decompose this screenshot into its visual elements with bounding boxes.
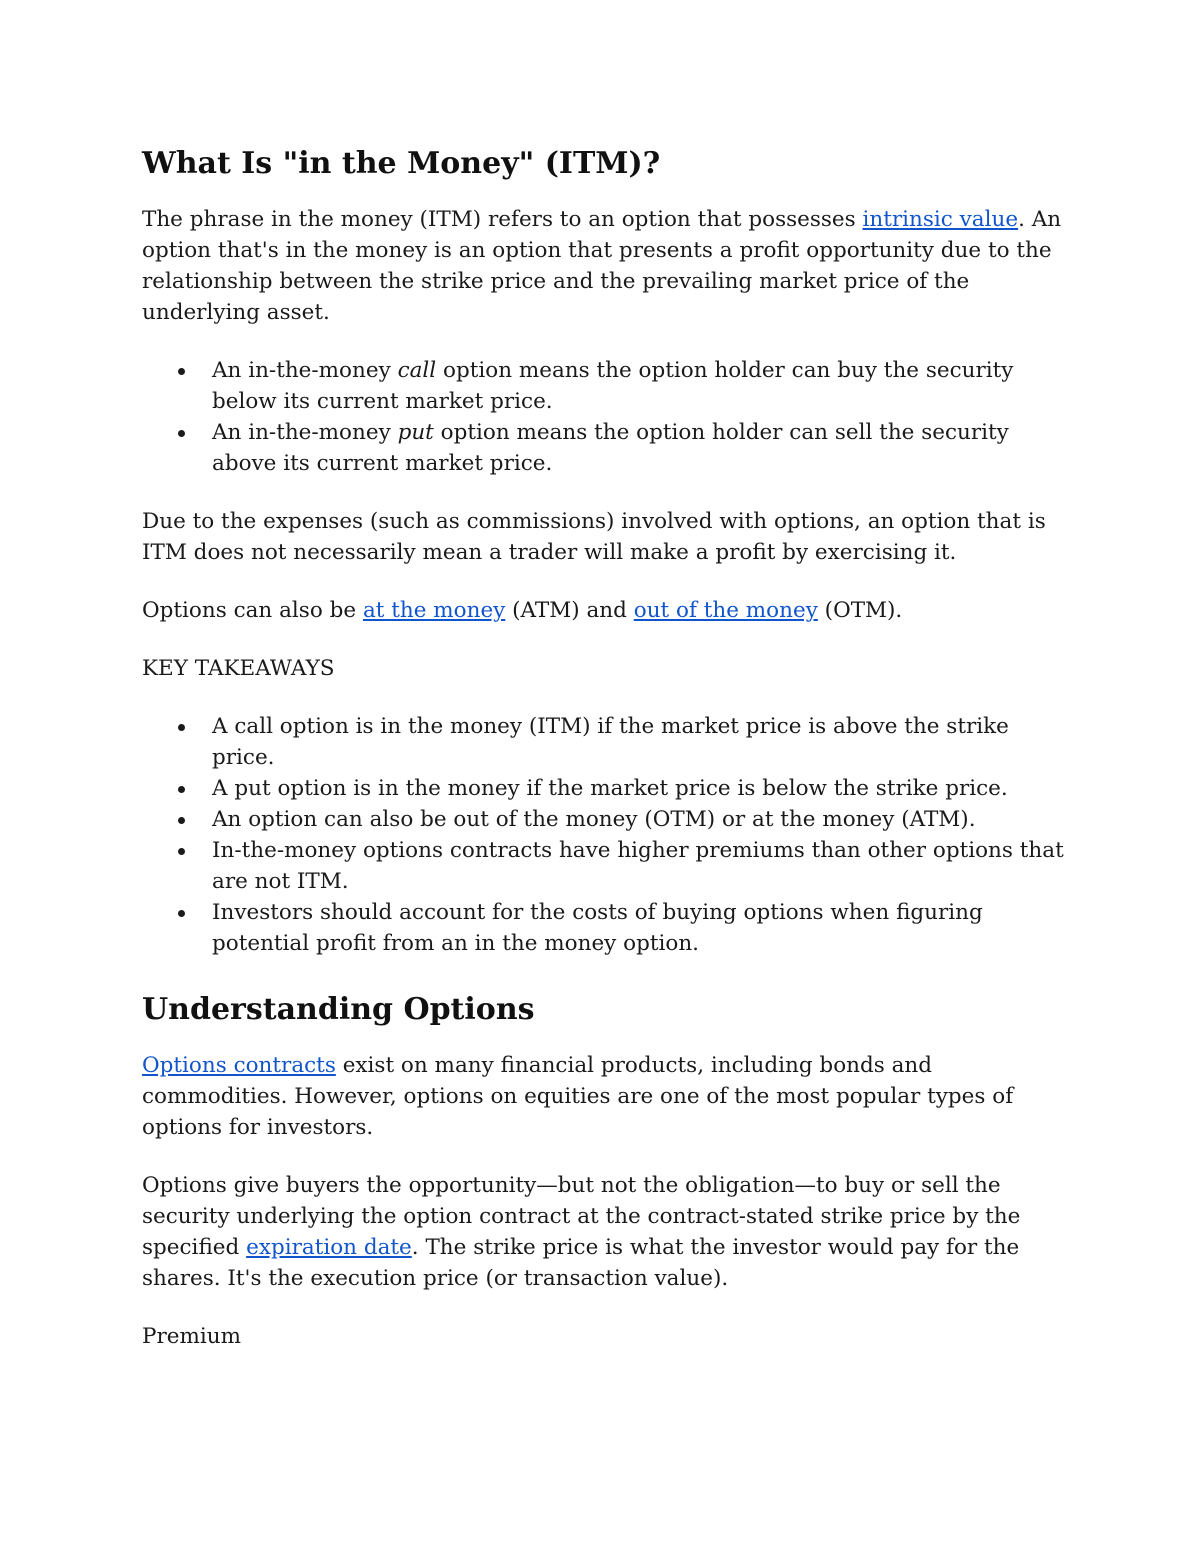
contracts-paragraph bbox=[142, 1050, 1072, 1143]
list-item-emphasis: call bbox=[397, 358, 437, 383]
list-item: A call option is in the money (ITM) if the market price is above the strike price. bbox=[212, 711, 1072, 773]
list-item bbox=[212, 417, 1072, 479]
list-item-text: An in-the-money bbox=[212, 358, 398, 383]
list-item-text: option means the option holder can sell the security above its current market price. bbox=[212, 420, 1009, 476]
options-contracts-link[interactable]: Options contracts bbox=[142, 1053, 336, 1078]
list-item: A put option is in the money if the market price is below the strike price. bbox=[212, 773, 1072, 804]
list-item-text: option means the option holder can buy the security below its current market price. bbox=[212, 358, 1014, 414]
buyers-text: Options give buyers the opportunity—but not the obligation—to buy or sell the security underlying the option contract at the contract-stated strike price by the specified bbox=[142, 1173, 1021, 1260]
also-text: (ATM) and bbox=[505, 598, 634, 623]
section-heading: Understanding Options bbox=[142, 992, 535, 1027]
intrinsic-value-link[interactable]: intrinsic value bbox=[862, 207, 1019, 232]
call-put-list bbox=[142, 355, 1072, 479]
at-the-money-link[interactable]: at the money bbox=[362, 598, 506, 623]
list-item bbox=[212, 355, 1072, 417]
also-text: Options can also be bbox=[142, 598, 363, 623]
also-paragraph bbox=[142, 595, 1072, 626]
expenses-paragraph: Due to the expenses (such as commissions) involved with options, an option that is ITM does not necessarily mean a trader will make a profit by exercising it. bbox=[142, 509, 1046, 565]
list-item-emphasis: put bbox=[397, 420, 434, 445]
expiration-date-link[interactable]: expiration date bbox=[246, 1235, 412, 1260]
list-item: In-the-money options contracts have higher premiums than other options that are not ITM. bbox=[212, 835, 1072, 897]
list-item: Investors should account for the costs of buying options when figuring potential profit from an in the money option. bbox=[212, 897, 1072, 959]
key-takeaways-label: KEY TAKEAWAYS bbox=[142, 656, 335, 681]
document-page bbox=[142, 140, 1072, 1379]
premium-label: Premium bbox=[142, 1324, 241, 1349]
buyers-text: . The strike price is what the investor would pay for the shares. It's the execution price (or transaction value). bbox=[142, 1235, 1020, 1291]
also-text: (OTM). bbox=[817, 598, 903, 623]
page-title: What Is "in the Money" (ITM)? bbox=[142, 146, 661, 181]
takeaways-list bbox=[142, 711, 1072, 959]
intro-paragraph bbox=[142, 204, 1072, 328]
intro-text: The phrase in the money (ITM) refers to an option that possesses bbox=[142, 207, 863, 232]
out-of-the-money-link[interactable]: out of the money bbox=[633, 598, 818, 623]
contracts-text: exist on many financial products, including bonds and commodities. However, options on equities are one of the most popular types of options for investors. bbox=[142, 1053, 1014, 1140]
buyers-paragraph bbox=[142, 1170, 1072, 1294]
list-item: An option can also be out of the money (OTM) or at the money (ATM). bbox=[212, 804, 1072, 835]
list-item-text: An in-the-money bbox=[212, 420, 398, 445]
intro-text-rest: . An option that's in the money is an option that presents a profit opportunity due to the relationship between the strike price and the prevailing market price of the underlying asset. bbox=[142, 207, 1062, 325]
